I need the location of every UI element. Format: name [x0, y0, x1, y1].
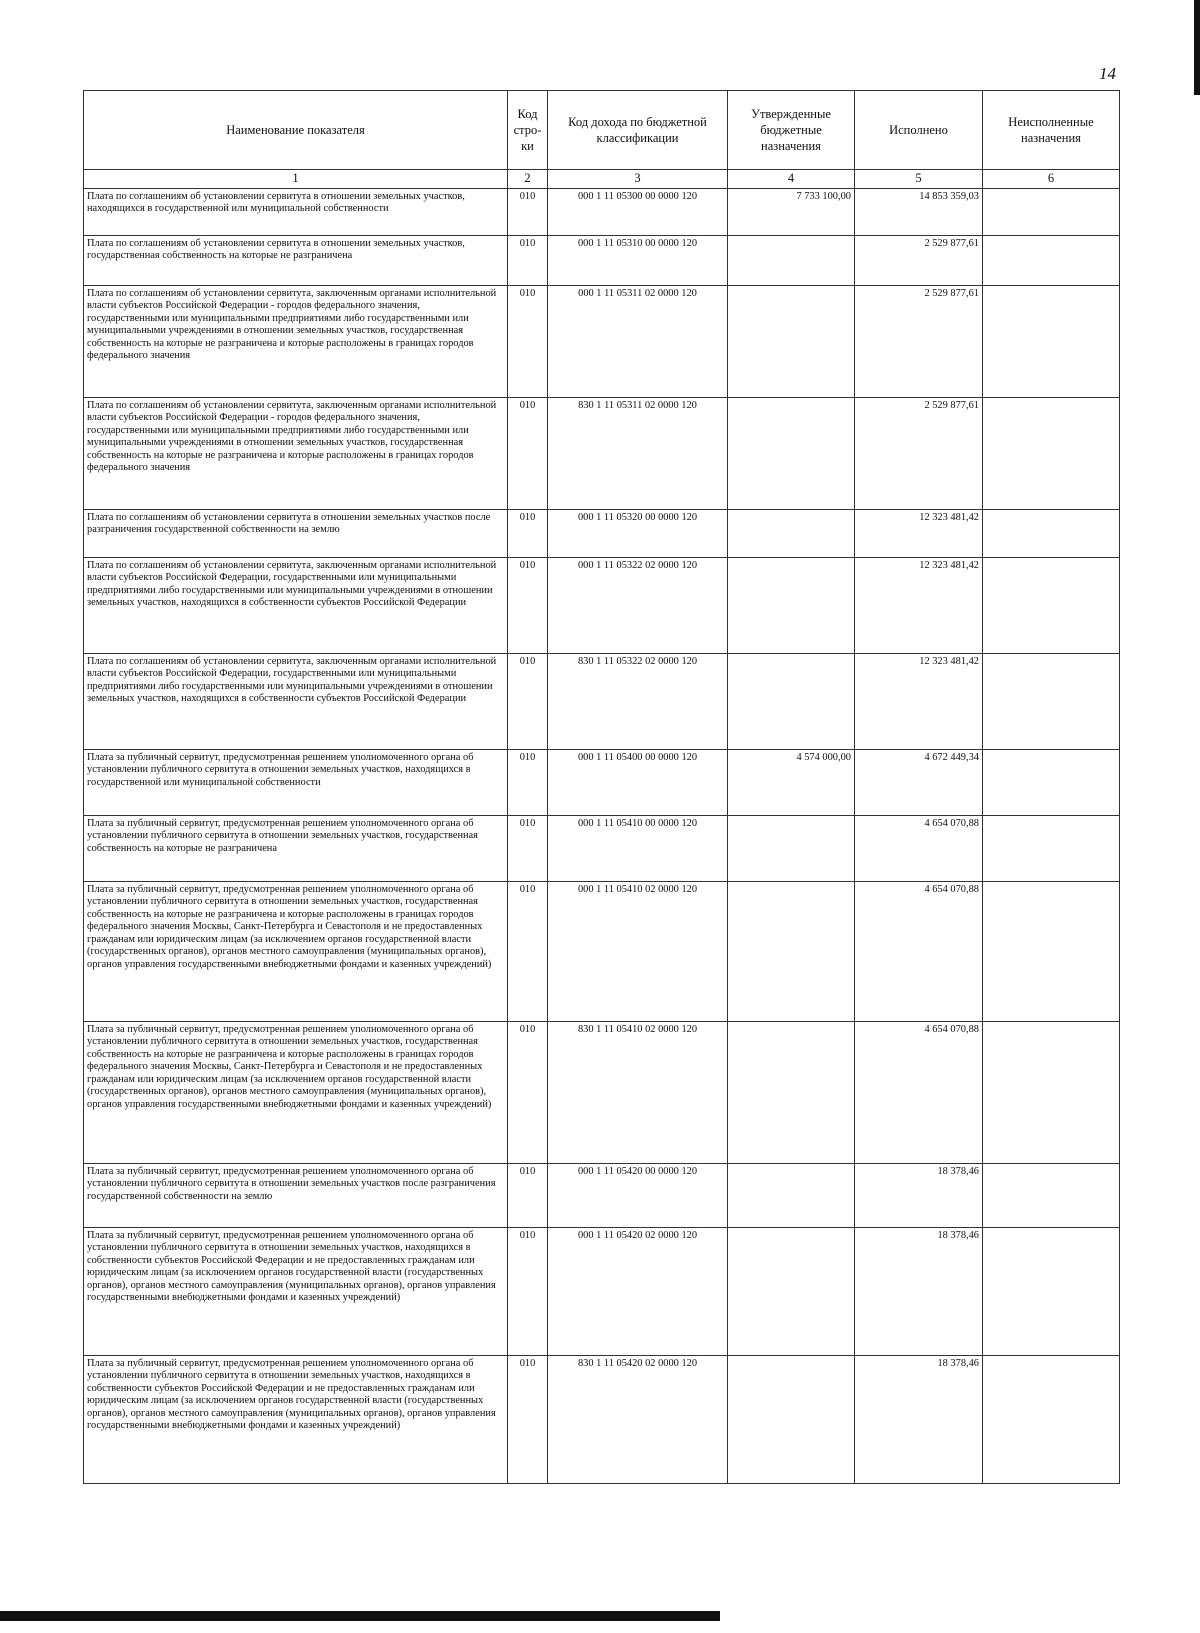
col-number: 1 [84, 170, 508, 189]
page-number: 14 [1099, 64, 1116, 83]
executed-amount: 14 853 359,03 [855, 189, 983, 236]
executed-amount: 18 378,46 [855, 1228, 983, 1356]
executed-amount: 12 323 481,42 [855, 654, 983, 750]
approved-amount: 4 574 000,00 [728, 750, 855, 816]
unexecuted-amount [983, 1356, 1120, 1484]
budget-class-code: 000 1 11 05420 02 0000 120 [548, 1228, 728, 1356]
executed-amount: 4 654 070,88 [855, 1022, 983, 1164]
approved-amount [728, 558, 855, 654]
scan-bottom-mark [0, 1611, 720, 1621]
budget-class-code: 000 1 11 05300 00 0000 120 [548, 189, 728, 236]
budget-class-code: 000 1 11 05410 02 0000 120 [548, 882, 728, 1022]
indicator-name: Плата по соглашениям об установлении сервитута, заключенным органами исполнительной власти субъектов Российской Федерации, государственными или муниципальными предприятиями либо государственными или муниципальными учреждениями в отношении земельных участков, находящихся в собственности субъектов Российской Федерации [84, 654, 508, 750]
unexecuted-amount [983, 398, 1120, 510]
unexecuted-amount [983, 654, 1120, 750]
indicator-name: Плата по соглашениям об установлении сервитута в отношении земельных участков, государственная собственность на которые не разграничена [84, 236, 508, 286]
line-code: 010 [508, 882, 548, 1022]
unexecuted-amount [983, 189, 1120, 236]
line-code: 010 [508, 398, 548, 510]
indicator-name: Плата за публичный сервитут, предусмотренная решением уполномоченного органа об установлении публичного сервитута в отношении земельных участков, государственная собственность на которые не разграничена и которые расположены в границах городов федерального значения Москвы, Санкт-Петербурга и Севастополя и не предоставленных гражданам или юридическим лицам (за исключением органов государственной власти (государственных органов), органов местного самоуправления (муниципальных органов), органов управления государственными внебюджетными фондами и казенных учреждений) [84, 1022, 508, 1164]
approved-amount [728, 398, 855, 510]
indicator-name: Плата по соглашениям об установлении сервитута в отношении земельных участков после разграничения государственной собственности на землю [84, 510, 508, 558]
header-unexecuted: Неисполненные назначения [983, 91, 1120, 170]
table-row [84, 882, 1120, 1022]
budget-class-code: 830 1 11 05410 02 0000 120 [548, 1022, 728, 1164]
line-code: 010 [508, 816, 548, 882]
header-executed: Исполнено [855, 91, 983, 170]
col-number: 3 [548, 170, 728, 189]
executed-amount: 2 529 877,61 [855, 286, 983, 398]
approved-amount [728, 654, 855, 750]
col-number: 2 [508, 170, 548, 189]
table-row [84, 398, 1120, 510]
unexecuted-amount [983, 510, 1120, 558]
indicator-name: Плата по соглашениям об установлении сервитута, заключенным органами исполнительной власти субъектов Российской Федерации - городов федерального значения, государственными или муниципальными предприятиями либо государственными или муниципальными учреждениями в отношении земельных участков, государственная собственность на которые не разграничена и которые расположены в границах городов федерального значения [84, 398, 508, 510]
approved-amount [728, 1356, 855, 1484]
approved-amount [728, 1228, 855, 1356]
indicator-name: Плата за публичный сервитут, предусмотренная решением уполномоченного органа об установлении публичного сервитута в отношении земельных участков, государственная собственность на которые не разграничена и которые расположены в границах городов федерального значения Москвы, Санкт-Петербурга и Севастополя и не предоставленных гражданам или юридическим лицам (за исключением органов государственной власти (государственных органов), органов местного самоуправления (муниципальных органов), органов управления государственными внебюджетными фондами и казенных учреждений) [84, 882, 508, 1022]
budget-class-code: 000 1 11 05420 00 0000 120 [548, 1164, 728, 1228]
line-code: 010 [508, 558, 548, 654]
scan-edge-mark [1194, 0, 1200, 95]
budget-class-code: 000 1 11 05311 02 0000 120 [548, 286, 728, 398]
budget-class-code: 000 1 11 05310 00 0000 120 [548, 236, 728, 286]
col-number: 5 [855, 170, 983, 189]
unexecuted-amount [983, 558, 1120, 654]
column-number-row [84, 170, 1120, 189]
line-code: 010 [508, 510, 548, 558]
budget-class-code: 000 1 11 05322 02 0000 120 [548, 558, 728, 654]
line-code: 010 [508, 236, 548, 286]
header-approved: Утвержденные бюджетные назначения [728, 91, 855, 170]
executed-amount: 12 323 481,42 [855, 558, 983, 654]
unexecuted-amount [983, 1164, 1120, 1228]
approved-amount [728, 236, 855, 286]
unexecuted-amount [983, 882, 1120, 1022]
table-row [84, 1356, 1120, 1484]
table-row [84, 1164, 1120, 1228]
table-row [84, 816, 1120, 882]
unexecuted-amount [983, 286, 1120, 398]
line-code: 010 [508, 750, 548, 816]
table-row [84, 750, 1120, 816]
executed-amount: 2 529 877,61 [855, 236, 983, 286]
line-code: 010 [508, 189, 548, 236]
unexecuted-amount [983, 1022, 1120, 1164]
indicator-name: Плата за публичный сервитут, предусмотренная решением уполномоченного органа об установлении публичного сервитута в отношении земельных участков, находящихся в собственности субъектов Российской Федерации и не предоставленных гражданам или юридическим лицам (за исключением органов государственной власти (государственных органов), органов местного самоуправления (муниципальных органов), органов управления государственными внебюджетными фондами и казенных учреждений) [84, 1228, 508, 1356]
executed-amount: 4 654 070,88 [855, 816, 983, 882]
budget-class-code: 000 1 11 05400 00 0000 120 [548, 750, 728, 816]
approved-amount [728, 1022, 855, 1164]
table-row [84, 654, 1120, 750]
indicator-name: Плата за публичный сервитут, предусмотренная решением уполномоченного органа об установлении публичного сервитута в отношении земельных участков, находящихся в собственности субъектов Российской Федерации и не предоставленных гражданам или юридическим лицам (за исключением органов государственной власти (государственных органов), органов местного самоуправления (муниципальных органов), органов управления государственными внебюджетными фондами и казенных учреждений) [84, 1356, 508, 1484]
table-row [84, 558, 1120, 654]
budget-class-code: 830 1 11 05322 02 0000 120 [548, 654, 728, 750]
approved-amount [728, 510, 855, 558]
executed-amount: 4 672 449,34 [855, 750, 983, 816]
budget-class-code: 000 1 11 05410 00 0000 120 [548, 816, 728, 882]
header-line-code: Код стро-ки [508, 91, 548, 170]
table-row [84, 189, 1120, 236]
indicator-name: Плата за публичный сервитут, предусмотренная решением уполномоченного органа об установлении публичного сервитута в отношении земельных участков, находящихся в государственной или муниципальной собственности [84, 750, 508, 816]
header-row [84, 91, 1120, 170]
indicator-name: Плата за публичный сервитут, предусмотренная решением уполномоченного органа об установлении публичного сервитута в отношении земельных участков после разграничения государственной собственности на землю [84, 1164, 508, 1228]
indicator-name: Плата по соглашениям об установлении сервитута, заключенным органами исполнительной власти субъектов Российской Федерации, государственными или муниципальными предприятиями либо государственными или муниципальными учреждениями в отношении земельных участков, находящихся в собственности субъектов Российской Федерации [84, 558, 508, 654]
table-row [84, 286, 1120, 398]
executed-amount: 2 529 877,61 [855, 398, 983, 510]
approved-amount: 7 733 100,00 [728, 189, 855, 236]
executed-amount: 18 378,46 [855, 1164, 983, 1228]
indicator-name: Плата по соглашениям об установлении сервитута, заключенным органами исполнительной власти субъектов Российской Федерации - городов федерального значения, государственными или муниципальными предприятиями либо государственными или муниципальными учреждениями в отношении земельных участков, государственная собственность на которые не разграничена и которые расположены в границах городов федерального значения [84, 286, 508, 398]
col-number: 4 [728, 170, 855, 189]
indicator-name: Плата за публичный сервитут, предусмотренная решением уполномоченного органа об установлении публичного сервитута в отношении земельных участков, государственная собственность на которые не разграничена [84, 816, 508, 882]
header-indicator-name: Наименование показателя [84, 91, 508, 170]
line-code: 010 [508, 1228, 548, 1356]
revenue-report-table [83, 90, 1120, 1484]
line-code: 010 [508, 1356, 548, 1484]
budget-class-code: 000 1 11 05320 00 0000 120 [548, 510, 728, 558]
line-code: 010 [508, 1164, 548, 1228]
approved-amount [728, 286, 855, 398]
approved-amount [728, 816, 855, 882]
unexecuted-amount [983, 750, 1120, 816]
executed-amount: 18 378,46 [855, 1356, 983, 1484]
table-row [84, 1228, 1120, 1356]
header-budget-class-code: Код дохода по бюджетной классификации [548, 91, 728, 170]
table-row [84, 510, 1120, 558]
line-code: 010 [508, 654, 548, 750]
indicator-name: Плата по соглашениям об установлении сервитута в отношении земельных участков, находящихся в государственной или муниципальной собственности [84, 189, 508, 236]
table-row [84, 236, 1120, 286]
approved-amount [728, 882, 855, 1022]
line-code: 010 [508, 286, 548, 398]
approved-amount [728, 1164, 855, 1228]
unexecuted-amount [983, 816, 1120, 882]
unexecuted-amount [983, 236, 1120, 286]
line-code: 010 [508, 1022, 548, 1164]
executed-amount: 12 323 481,42 [855, 510, 983, 558]
col-number: 6 [983, 170, 1120, 189]
unexecuted-amount [983, 1228, 1120, 1356]
table-row [84, 1022, 1120, 1164]
budget-class-code: 830 1 11 05311 02 0000 120 [548, 398, 728, 510]
executed-amount: 4 654 070,88 [855, 882, 983, 1022]
budget-class-code: 830 1 11 05420 02 0000 120 [548, 1356, 728, 1484]
